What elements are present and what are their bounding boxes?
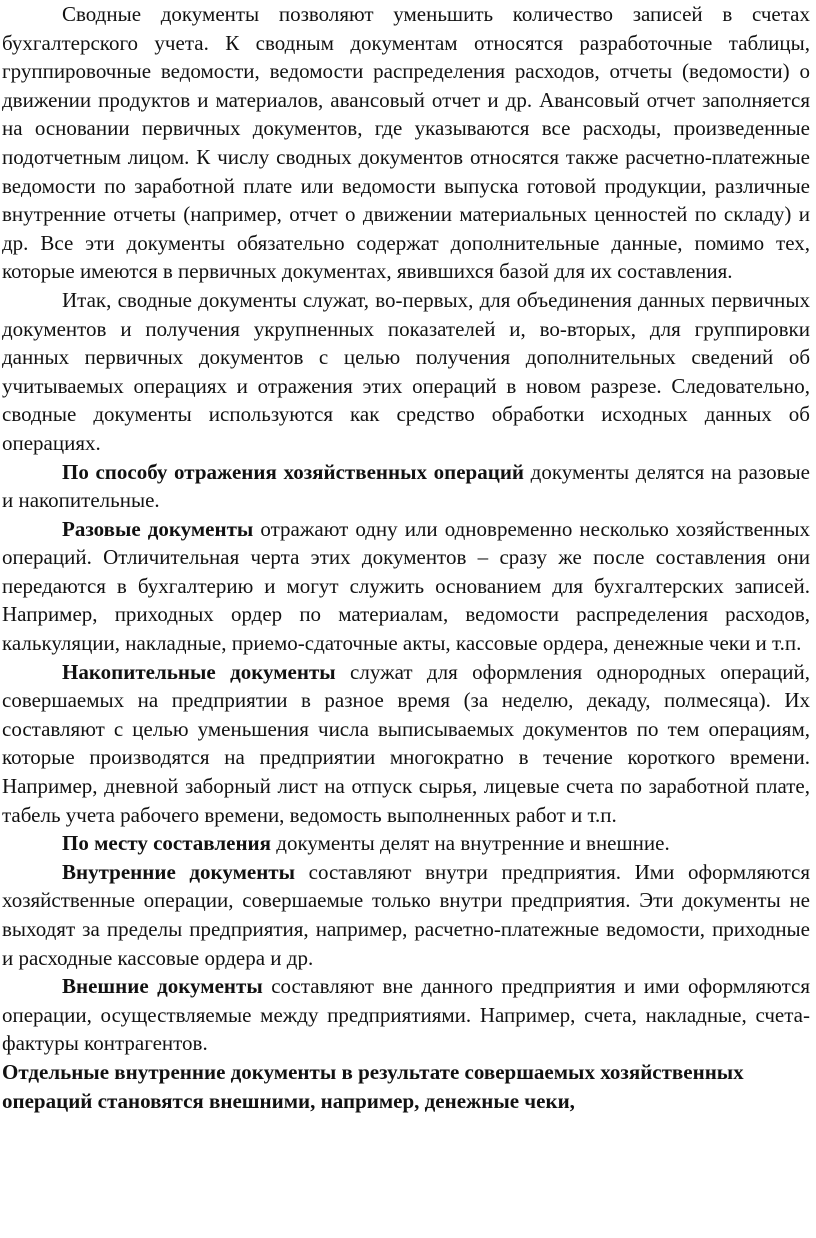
paragraph-lead: Внутренние документы	[62, 859, 296, 884]
paragraph-text: Сводные документы позволяют уменьшить количество записей в счетах бухгалтерского учета. К сводным документам относятся разработочные таблицы, группировочные ведомости, ведомости распределения расходов, отчеты (ведомости) о движении продуктов и материалов, авансовый отчет и др. Авансовый отчет заполняется на основании первичных документов, где указываются все расходы, произведенные подотчетным лицом. К числу сводных документов относятся также расчетно-платежные ведомости по заработной плате или ведомости выпуска готовой продукции, различные внутренние отчеты (например, отчет о движении материальных ценностей по складу) и др. Все эти документы обязательно содержат дополнительные данные, помимо тех, которые имеются в первичных документах, явившихся базой для их составления.	[2, 2, 810, 284]
paragraph-summary-documents	[2, 0, 810, 286]
paragraph-text: отражают одну или одновременно несколько хозяйственных операций. Отличительная черта этих документов – сразу же после составления они передаются в бухгалтерию и могут служить основанием для бухгалтерских записей. Например, приходных ордер по материалам, ведомости распределения расходов, калькуляции, накладные, приемо-сдаточные акты, кассовые ордера, денежные чеки и т.п.	[2, 516, 811, 656]
paragraph-by-place	[2, 829, 810, 858]
paragraph-text: составляют вне данного предприятия и ими оформляются операции, осуществляемые между предприятиями. Например, счета, накладные, счета-фактуры контрагентов.	[2, 974, 811, 1056]
paragraph-text: документы делят на внутренние и внешние.	[271, 831, 670, 856]
paragraph-text: документы делятся на разовые и накопительные.	[2, 459, 810, 513]
paragraph-text: Итак, сводные документы служат, во-первых, для объединения данных первичных документов и получения укрупненных показателей и, во-вторых, для группировки данных первичных документов с целью получения дополнительных сведений об учитываемых операциях и отражения этих операций в новом разрезе. Следовательно, сводные документы используются как средство обработки исходных данных об операциях.	[2, 287, 810, 455]
paragraph-text: составляют внутри предприятия. Ими оформляются хозяйственные операции, совершаемые только внутри предприятия. Эти документы не выходят за пределы предприятия, например, расчетно-платежные ведомости, приходные и расходные кассовые ордера и др.	[2, 859, 810, 970]
paragraph-lead: По способу отражения хозяйственных операций	[62, 459, 525, 484]
paragraph-lead: Внешние документы	[62, 974, 263, 999]
paragraph-lead: Накопительные документы	[62, 659, 336, 684]
paragraph-internal-documents	[2, 858, 810, 972]
paragraph-by-method	[2, 458, 810, 515]
paragraph-text: служат для оформления однородных операций, совершаемых на предприятии в разное время (за неделю, декаду, полмесяца). Их составляют с целью уменьшения числа выписываемых документов по тем операциям, которые производятся на предприятии многократно в течение короткого времени. Например, дневной заборный лист на отпуск сырья, лицевые счета по заработной плате, табель учета рабочего времени, ведомость выполненных работ и т.п.	[2, 659, 811, 827]
paragraph-external-documents	[2, 972, 810, 1058]
paragraph-lead: Разовые документы	[62, 516, 254, 541]
paragraph-summary-purpose	[2, 286, 810, 458]
paragraph-lead: По месту составления	[62, 831, 272, 856]
paragraph-final-note	[2, 1058, 810, 1115]
paragraph-one-time-documents	[2, 515, 810, 658]
paragraph-cumulative-documents	[2, 658, 810, 830]
final-bold-text: Отдельные внутренние документы в результате совершаемых хозяйственных операций становятся внешними, например, денежные чеки,	[2, 1059, 744, 1113]
